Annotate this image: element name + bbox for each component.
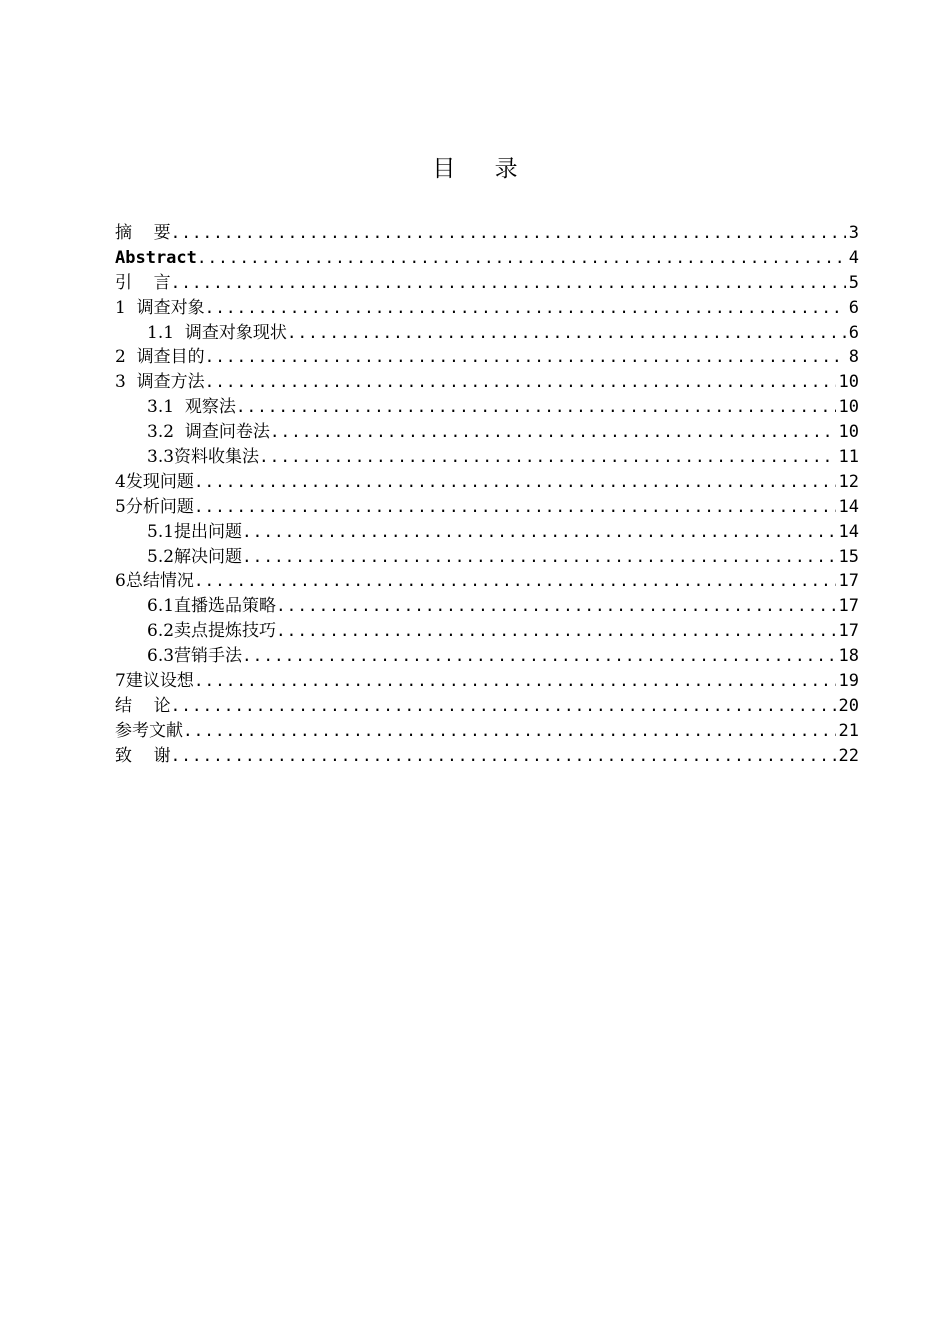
toc-entry-label: 5.1提出问题 [147, 521, 243, 542]
toc-entry [115, 370, 859, 395]
toc-entry-label: 6.2卖点提炼技巧 [147, 621, 277, 642]
toc-entry-label: 参考文献 [115, 720, 183, 741]
dot-leader [287, 321, 846, 346]
toc-entry-label: 6.3营销手法 [147, 646, 243, 667]
dot-leader [259, 445, 835, 470]
toc-subentry [115, 619, 859, 644]
toc-entry-label: 3 调查方法 [115, 372, 205, 393]
dot-leader [171, 694, 836, 719]
toc-entry [115, 719, 859, 744]
toc-entry-label: 1.1 调查对象现状 [147, 322, 287, 343]
toc-entry-label: 4发现问题 [115, 471, 194, 492]
toc-subentry [115, 395, 859, 420]
toc-entry-page: 12 [838, 471, 859, 492]
toc-entry-page: 10 [838, 372, 859, 393]
toc-entry [115, 669, 859, 694]
toc-entry-label: 6.1直播选品策略 [147, 596, 277, 617]
toc-entry-page: 22 [838, 745, 859, 766]
toc-entry-page: 6 [848, 322, 859, 343]
toc-entry-page: 15 [838, 546, 859, 567]
toc-entry-page: 20 [838, 695, 859, 716]
toc-title: 目 录 [432, 156, 534, 182]
toc-entry [115, 345, 859, 370]
dot-leader [171, 744, 836, 769]
toc-entry-page: 21 [838, 720, 859, 741]
toc-entry-page: 14 [838, 521, 859, 542]
toc-entry-label: 7建议设想 [115, 671, 194, 692]
dot-leader [205, 345, 846, 370]
toc-entry-label: 6总结情况 [115, 571, 194, 592]
dot-leader [183, 719, 836, 744]
toc-entry-page: 10 [838, 397, 859, 418]
toc-entry-label: 3.3资料收集法 [147, 447, 260, 468]
dot-leader [270, 420, 836, 445]
dot-leader [194, 569, 836, 594]
toc-entry-page: 14 [838, 496, 859, 517]
toc-entry-page: 17 [838, 596, 859, 617]
toc-subentry [115, 520, 859, 545]
toc-entry [115, 271, 859, 296]
dot-leader [194, 669, 836, 694]
toc-entry-page: 3 [848, 223, 859, 243]
dot-leader [242, 520, 835, 545]
toc-entry-label: 5分析问题 [115, 496, 194, 517]
toc-entry [115, 470, 859, 495]
dot-leader [171, 271, 846, 296]
dot-leader [197, 246, 846, 271]
toc-entry-label: 3.1 观察法 [147, 397, 236, 418]
toc-entry-page: 11 [838, 447, 859, 468]
dot-leader [236, 395, 836, 420]
toc-entry [115, 694, 859, 719]
toc-subentry [115, 445, 859, 470]
toc-entry-label: 引 言 [115, 272, 171, 293]
toc-entry-label: Abstract [115, 247, 197, 268]
toc-entry [115, 495, 859, 520]
dot-leader [205, 370, 836, 395]
toc-entry-label: 1 调查对象 [115, 297, 205, 318]
toc-entry-label: 结 论 [115, 695, 171, 716]
dot-leader [194, 470, 836, 495]
toc-subentry [115, 545, 859, 570]
toc-entry [115, 744, 859, 769]
toc-subentry [115, 420, 859, 445]
toc-subentry [115, 644, 859, 669]
toc-entry-label: 摘 要 [115, 223, 171, 243]
dot-leader [194, 495, 836, 520]
dot-leader [242, 644, 835, 669]
toc-entry-label: 3.2 调查问卷法 [147, 422, 270, 443]
toc-entry-page: 6 [848, 297, 859, 318]
toc-entry [115, 221, 859, 246]
toc-entry-page: 17 [838, 621, 859, 642]
dot-leader [171, 221, 846, 246]
dot-leader [276, 594, 835, 619]
dot-leader [205, 296, 846, 321]
toc-entry-label: 5.2解决问题 [147, 546, 243, 567]
toc-entry-page: 18 [838, 646, 859, 667]
table-of-contents [115, 221, 859, 769]
dot-leader [242, 545, 835, 570]
toc-entry [115, 569, 859, 594]
toc-entry-page: 4 [848, 247, 859, 268]
toc-entry-page: 17 [838, 571, 859, 592]
dot-leader [276, 619, 835, 644]
toc-entry-label: 2 调查目的 [115, 347, 205, 368]
toc-subentry [115, 594, 859, 619]
toc-entry [115, 246, 859, 271]
toc-entry-page: 10 [838, 422, 859, 443]
toc-entry-label: 致 谢 [115, 745, 171, 766]
toc-entry-page: 19 [838, 671, 859, 692]
toc-subentry [115, 321, 859, 346]
toc-entry-page: 8 [848, 347, 859, 368]
toc-entry-page: 5 [848, 272, 859, 293]
toc-entry [115, 296, 859, 321]
